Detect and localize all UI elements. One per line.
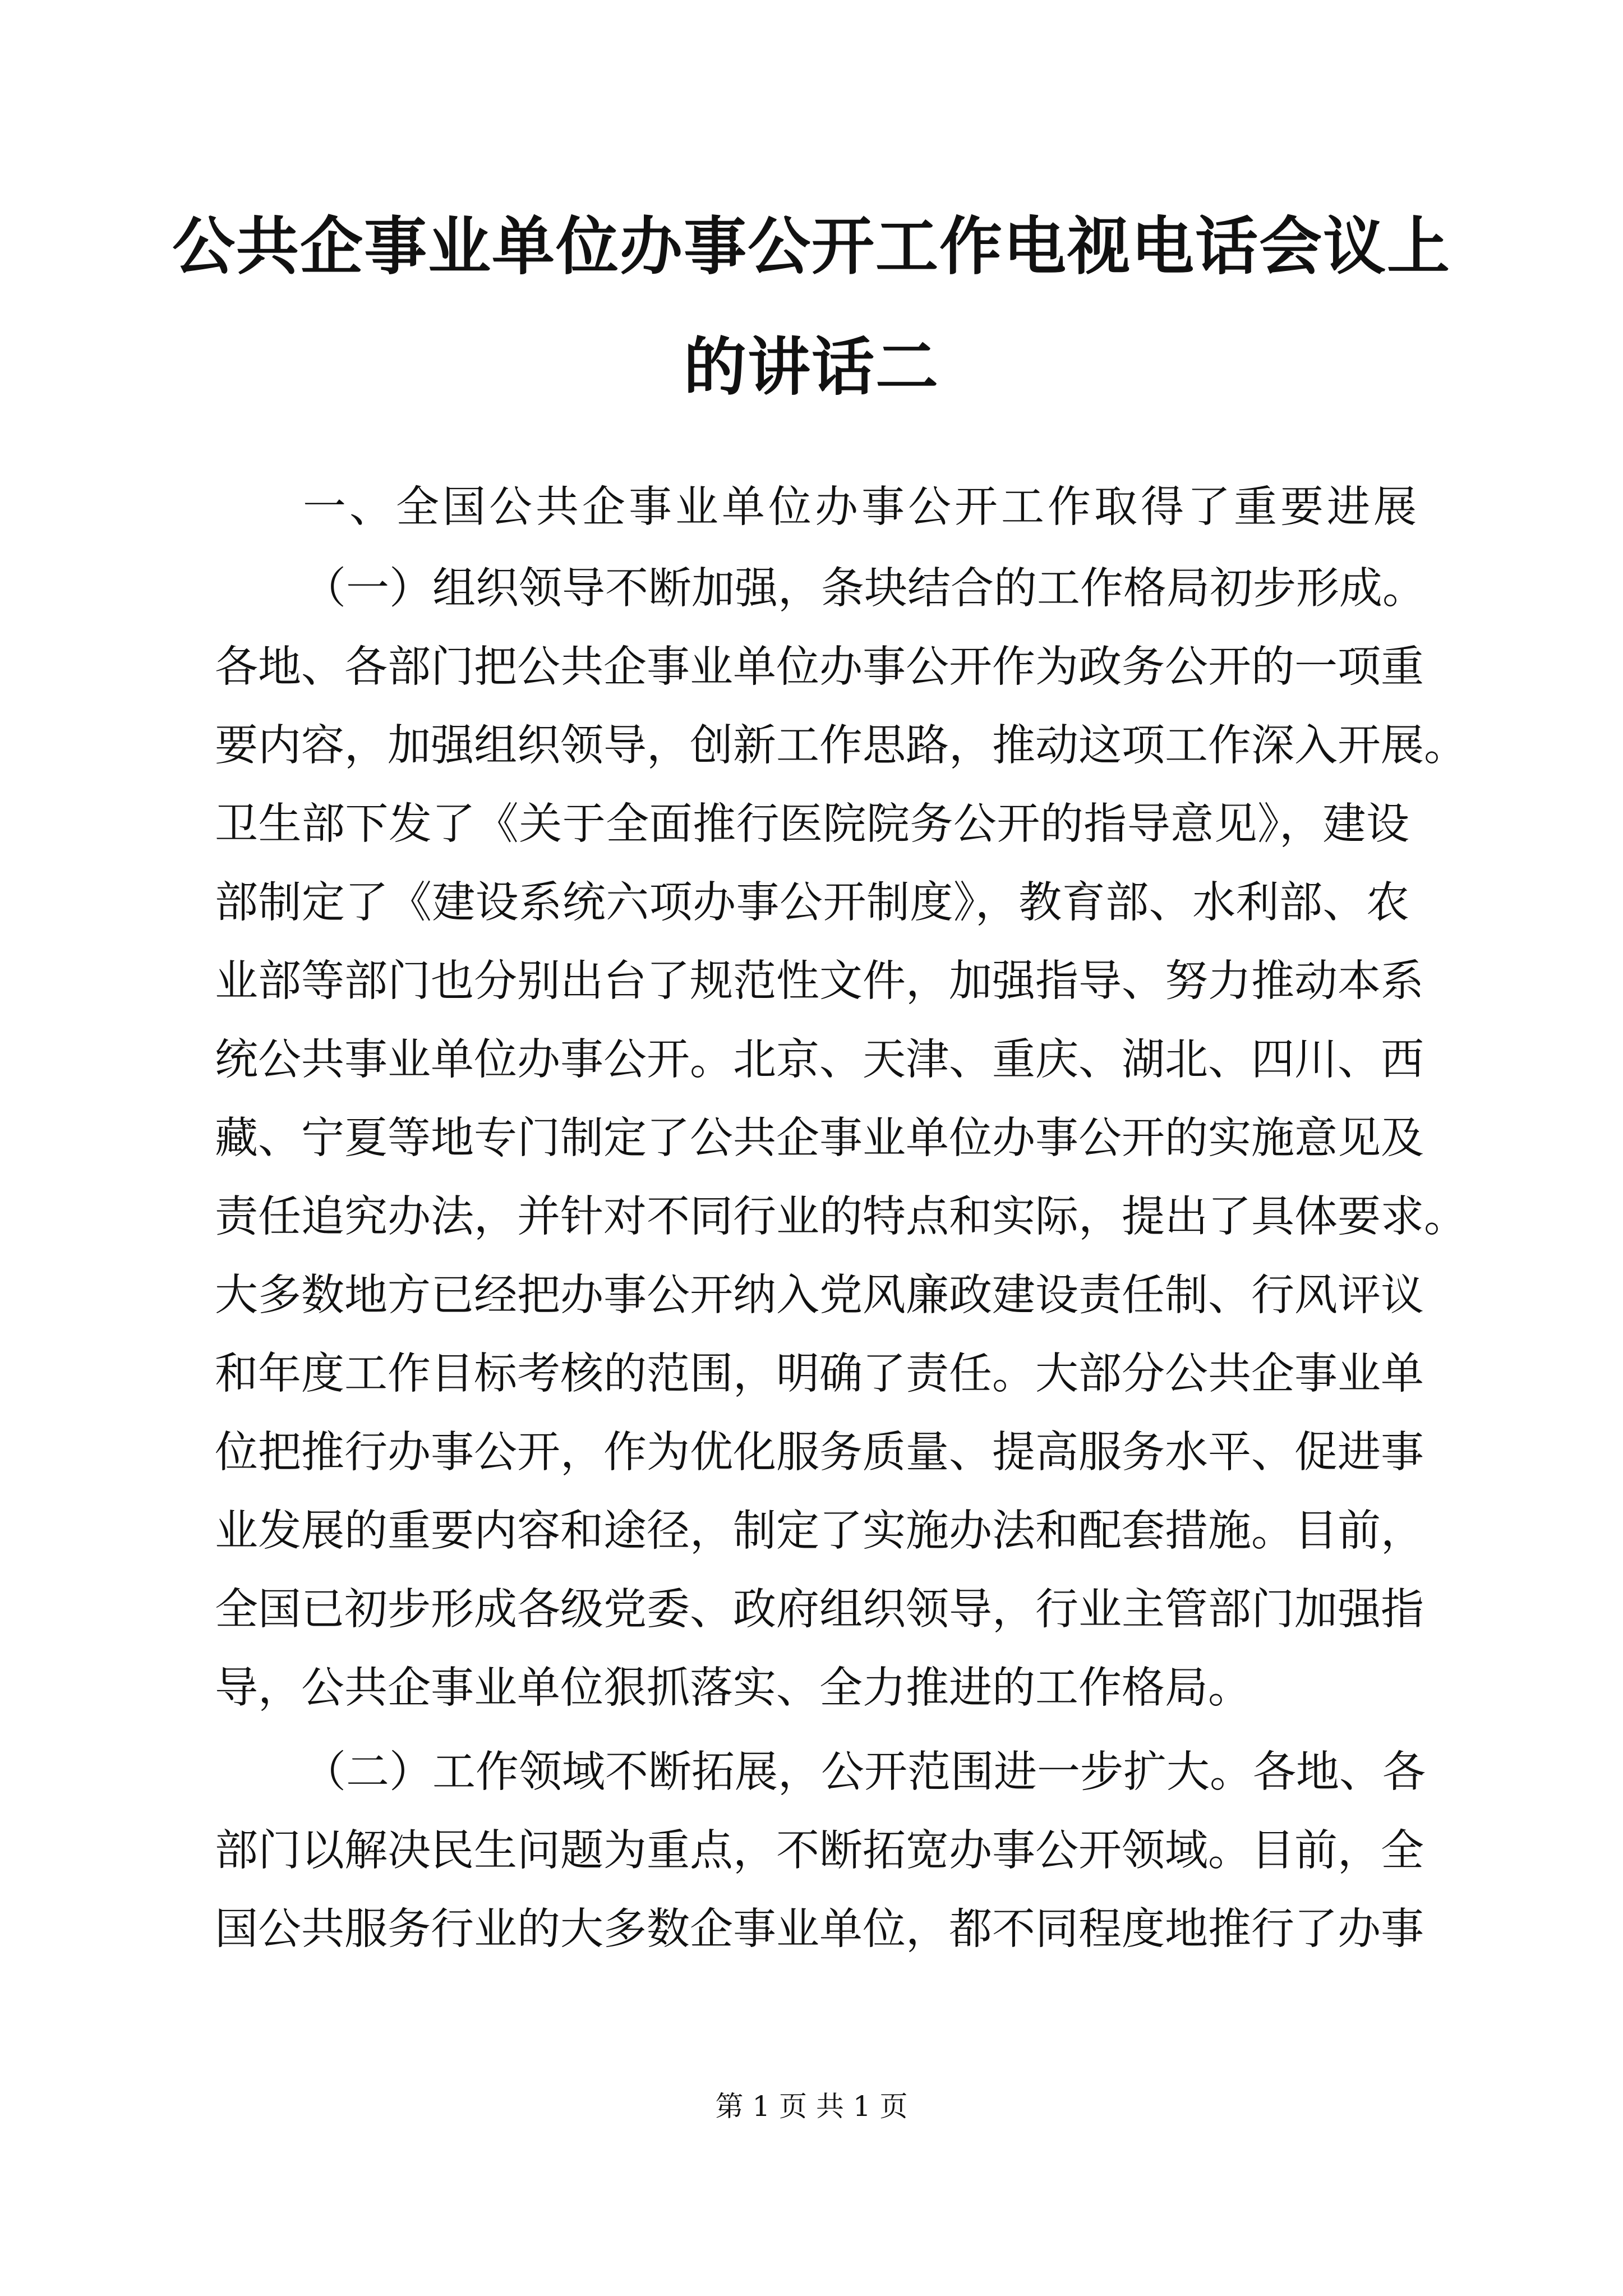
paragraph-1-line: 责任追究办法，并针对不同行业的特点和实际，提出了具体要求。 <box>215 1192 1467 1242</box>
page-footer: 第 1 页 共 1 页 <box>715 2090 908 2123</box>
paragraph-1-line: 卫生部下发了《关于全面推行医院院务公开的指导意见》，建设 <box>215 799 1409 849</box>
paragraph-1-line: 藏、宁夏等地专门制定了公共企事业单位办事公开的实施意见及 <box>215 1114 1424 1163</box>
paragraph-1-line: 位把推行办事公开，作为优化服务质量、提高服务水平、促进事 <box>215 1428 1424 1478</box>
paragraph-1-line: 业发展的重要内容和途径，制定了实施办法和配套措施。目前， <box>215 1506 1424 1556</box>
paragraph-1-line: 部制定了《建设系统六项办事公开制度》，教育部、水利部、农 <box>215 878 1409 928</box>
paragraph-2-line: 部门以解决民生问题为重点，不断拓宽办事公开领域。目前，全 <box>215 1826 1424 1876</box>
paragraph-1-line: 业部等部门也分别出台了规范性文件，加强指导、努力推动本系 <box>215 956 1424 1006</box>
paragraph-1-line: 大多数地方已经把办事公开纳入党风廉政建设责任制、行风评议 <box>215 1271 1424 1320</box>
paragraph-2-line: 国公共服务行业的大多数企事业单位，都不同程度地推行了办事 <box>215 1904 1424 1954</box>
document-title-line-1: 公共企事业单位办事公开工作电视电话会议上 <box>172 210 1451 283</box>
section-heading: 一、全国公共企事业单位办事公开工作取得了重要进展 <box>303 482 1420 532</box>
paragraph-1-line: 各地、各部门把公共企事业单位办事公开作为政务公开的一项重 <box>215 642 1424 692</box>
paragraph-1-line: 全国已初步形成各级党委、政府组织领导，行业主管部门加强指 <box>215 1585 1424 1635</box>
paragraph-1-line: 和年度工作目标考核的范围，明确了责任。大部分公共企事业单 <box>215 1349 1424 1399</box>
paragraph-1-line: 导，公共企事业单位狠抓落实、全力推进的工作格局。 <box>215 1663 1251 1713</box>
paragraph-2-line: （二）工作领域不断拓展，公开范围进一步扩大。各地、各 <box>303 1747 1426 1797</box>
paragraph-1-line: 统公共事业单位办事公开。北京、天津、重庆、湖北、四川、西 <box>215 1035 1424 1085</box>
paragraph-1-line: 要内容，加强组织领导，创新工作思路，推动这项工作深入开展。 <box>215 721 1467 771</box>
paragraph-1-line: （一）组织领导不断加强，条块结合的工作格局初步形成。 <box>303 564 1426 614</box>
document-title-line-2: 的讲话二 <box>684 330 939 404</box>
